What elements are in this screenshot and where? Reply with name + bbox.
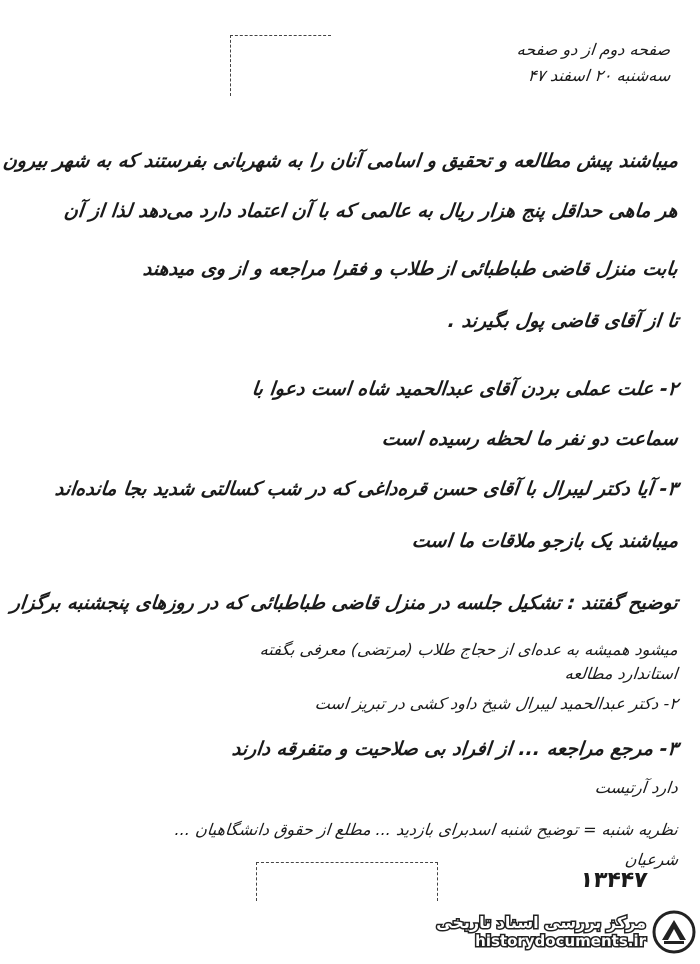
body-line-5: ۲- علت عملی بردن آقای عبدالحمید شاه است دعوا با — [250, 378, 680, 400]
body-line-11: استاندارد مطالعه — [564, 664, 679, 683]
dashed-placeholder-box-bottom — [256, 862, 438, 901]
body-line-8: میباشند یک بازجو ملاقات ما است — [410, 530, 680, 552]
body-line-16: شرعیان — [623, 850, 679, 869]
header-page-indicator: صفحه دوم از دو صفحه — [515, 40, 671, 59]
document-number: ۱۳۴۴۷ — [578, 868, 649, 893]
watermark-texts — [436, 914, 646, 950]
body-line-14: دارد آرتیست — [594, 778, 679, 797]
body-line-1: میباشند پیش مطالعه و تحقیق و اسامی آنان را به شهربانی بفرستند که به شهر بیرون — [1, 150, 680, 172]
header-date: سه‌شنبه ۲۰ اسفند ۴۷ — [526, 66, 671, 85]
body-line-7: ۳- آیا دکتر لیبرال با آقای حسن قره‌داغی که در شب کسالتی شدید بجا مانده‌اند — [54, 478, 680, 500]
body-line-2: هر ماهی حداقل پنج هزار ریال به عالمی که با آن اعتماد دارد می‌دهد لذا از آن — [63, 200, 680, 222]
watermark — [418, 906, 696, 958]
body-line-13: ۳- مرجع مراجعه ... از افراد بی صلاحیت و متفرقه دارند — [230, 738, 680, 760]
body-line-10: میشود همیشه به عده‌ای از حجاج طلاب (مرتضی) معرفی بگفته — [259, 640, 679, 659]
body-line-15: نظریه شنبه = توضیح شنبه اسدبرای بازدید ... مطلع از حقوق دانشگاهیان ... — [174, 820, 679, 839]
dashed-placeholder-box-top — [230, 35, 331, 96]
body-line-9: توضیح گفتند : تشکیل جلسه در منزل قاضی طباطبائی که در روزهای پنجشنبه برگزار — [10, 592, 680, 614]
body-line-12: ۲- دکتر عبدالحمید لیبرال شیخ داود کشی در تبریز است — [314, 694, 679, 713]
archive-logo-icon — [652, 910, 696, 954]
body-line-3: بابت منزل قاضی طباطبائی از طلاب و فقرا مراجعه و از وی میدهند — [142, 258, 680, 280]
body-line-6: سماعت دو نفر ما لحظه رسیده است — [381, 428, 680, 450]
watermark-title: مرکز بررسی اسناد تاریخی — [436, 913, 646, 933]
watermark-url: historydocuments.ir — [475, 931, 646, 950]
body-line-4: تا از آقای قاضی پول بگیرند . — [446, 310, 680, 332]
